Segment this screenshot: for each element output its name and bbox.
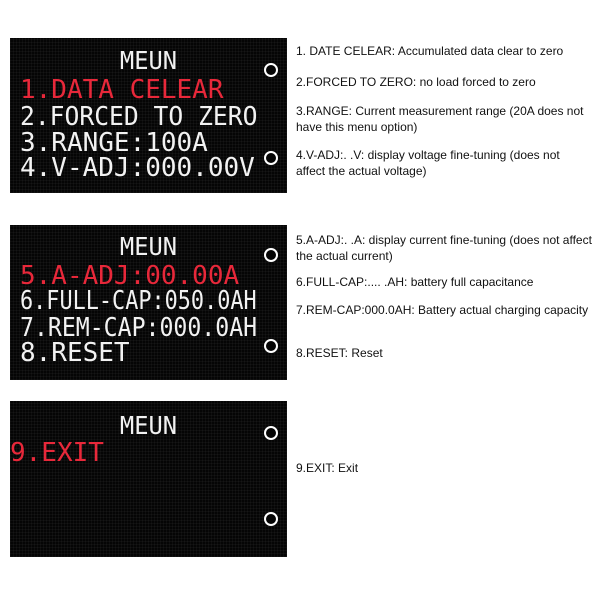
menu-item-full-cap: 6.FULL-CAP:050.0AH [20,286,257,316]
description-data-clear: 1. DATE CELEAR: Accumulated data clear to zero [296,44,564,58]
menu-item-a-adj: 5.A-ADJ:00.00A [20,261,240,291]
lcd-screen-menu-page-1 [10,38,287,193]
screen-title: MEUN [119,46,178,75]
description-reset: 8.RESET: Reset [296,346,383,360]
mount-hole-icon [264,151,278,165]
mount-hole-icon [264,248,278,262]
menu-item-range: 3.RANGE:100A [20,128,208,158]
description-a-adj: 5.A-ADJ:. .A: display current fine-tuning (does not affect the actual current) [296,233,592,263]
description-range: 3.RANGE: Current measurement range (20A does not have this menu option) [296,104,584,134]
mount-hole-icon [264,426,278,440]
description-forced-to-zero: 2.FORCED TO ZERO: no load forced to zero [296,75,536,89]
description-v-adj: 4.V-ADJ:. .V: display voltage fine-tuning (does not affect the actual voltage) [296,148,560,178]
menu-item-rem-cap: 7.REM-CAP:000.0AH [20,313,258,343]
lcd-screen-menu-page-2 [10,225,287,380]
menu-item-data-clear: 1.DATA CELEAR [20,75,224,105]
description-exit: 9.EXIT: Exit [296,461,359,475]
screen-title: MEUN [119,411,178,440]
mount-hole-icon [264,63,278,77]
description-rem-cap: 7.REM-CAP:000.0AH: Battery actual charging capacity [296,303,589,317]
menu-item-exit: 9.EXIT [10,438,104,468]
menu-item-reset: 8.RESET [20,338,130,368]
mount-hole-icon [264,512,278,526]
lcd-screen-menu-page-3 [10,401,287,557]
mount-hole-icon [264,339,278,353]
description-full-cap: 6.FULL-CAP:.... .AH: battery full capacitance [296,275,534,289]
screen-title: MEUN [119,232,178,261]
menu-item-v-adj: 4.V-ADJ:000.00V [20,153,255,183]
menu-item-forced-to-zero: 2.FORCED TO ZERO [20,102,258,132]
